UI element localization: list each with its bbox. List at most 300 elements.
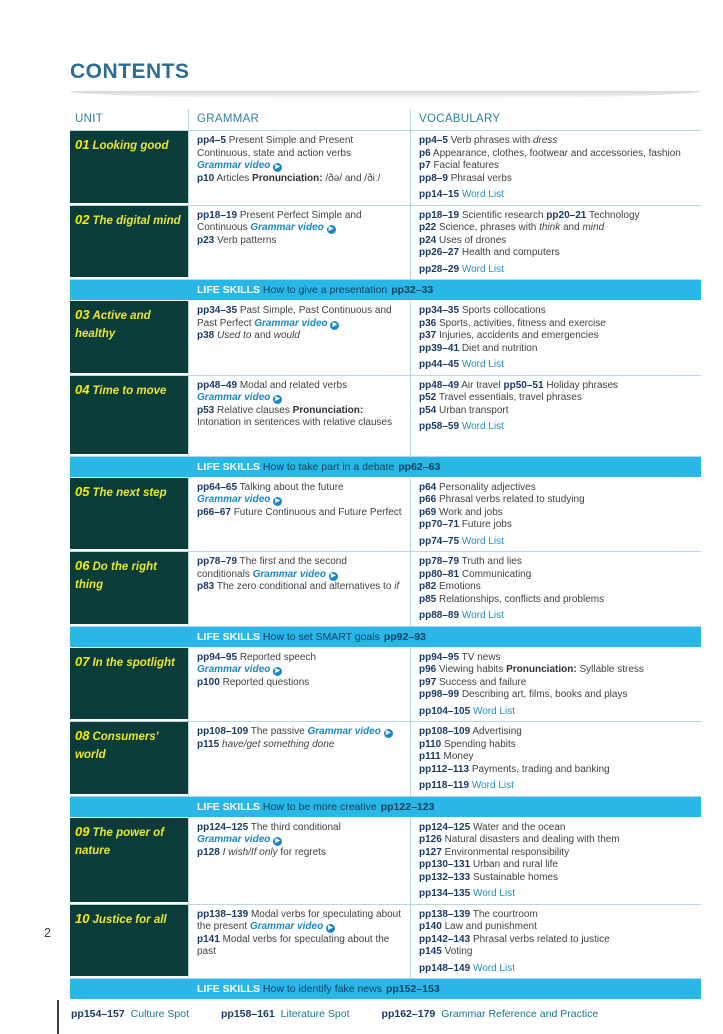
grammar-video-label: Grammar video bbox=[197, 160, 271, 171]
entry-text: I wish/If only bbox=[222, 846, 278, 858]
page-ref: pp34–35 bbox=[197, 305, 238, 316]
unit-number: 08 bbox=[75, 728, 90, 743]
footer-page-ref: pp158–161 bbox=[221, 1008, 275, 1020]
unit-title: The next step bbox=[92, 486, 167, 499]
grammar-video-link[interactable] bbox=[197, 392, 282, 403]
page-ref: p145 bbox=[419, 946, 442, 957]
grammar-cell bbox=[188, 376, 410, 456]
page-ref: pp78–79 bbox=[419, 556, 460, 567]
page-ref: p100 bbox=[197, 676, 220, 688]
column-header-vocabulary: VOCABULARY bbox=[410, 109, 701, 130]
entry-text: TV news bbox=[461, 651, 501, 663]
unit-cell bbox=[70, 376, 188, 456]
word-list-link[interactable]: Word List bbox=[461, 263, 504, 275]
word-list-link[interactable]: Word List bbox=[472, 888, 515, 899]
grammar-video-link[interactable] bbox=[197, 160, 282, 171]
unit-row-07 bbox=[70, 648, 701, 723]
entry-text: dress bbox=[532, 135, 558, 146]
page-ref: pp14–15 bbox=[419, 189, 460, 200]
entry-text: Law and punishment bbox=[444, 921, 537, 932]
page-ref: pp118–119 bbox=[419, 780, 470, 791]
unit-row-04 bbox=[70, 376, 701, 457]
entry-text: Appearance, clothes, footwear and accessories, fashion bbox=[432, 147, 681, 159]
entry-text: Past Simple, Past Continuous and Past Perfect bbox=[197, 305, 392, 329]
unit-row-01 bbox=[70, 131, 701, 206]
page-ref: p53 bbox=[197, 404, 215, 416]
unit-number: 09 bbox=[75, 823, 90, 839]
toc-entry bbox=[419, 264, 693, 277]
page-ref: pp4–5 bbox=[419, 135, 448, 146]
unit-title: In the spotlight bbox=[92, 656, 175, 669]
page-ref: p128 bbox=[197, 846, 220, 858]
unit-number: 10 bbox=[75, 910, 90, 926]
entry-text: /ðə/ and /ðiː/ bbox=[325, 172, 381, 184]
entry-text: Travel essentials, travel phrases bbox=[438, 392, 582, 403]
toc-table bbox=[70, 131, 701, 1000]
vocabulary-cell bbox=[410, 552, 701, 626]
vocabulary-cell bbox=[410, 301, 701, 375]
toc-entry bbox=[197, 652, 402, 677]
entry-text: Advertising bbox=[472, 726, 522, 737]
footer-label[interactable]: Grammar Reference and Practice bbox=[441, 1008, 599, 1020]
unit-cell bbox=[70, 206, 188, 280]
entry-text: and bbox=[562, 222, 580, 233]
grammar-video-link[interactable] bbox=[307, 726, 392, 737]
play-icon: ▶ bbox=[327, 225, 336, 234]
footer-page-ref: pp162–179 bbox=[381, 1008, 436, 1020]
page-ref: p115 bbox=[197, 738, 220, 750]
page-ref: p36 bbox=[419, 317, 437, 329]
toc-entry bbox=[197, 677, 402, 690]
entry-text: Payments, trading and banking bbox=[471, 763, 610, 775]
page-ref: pp48–49 bbox=[419, 379, 460, 391]
page-ref: pp4–5 bbox=[197, 135, 226, 146]
toc-entry bbox=[419, 921, 693, 934]
play-icon: ▶ bbox=[329, 572, 338, 581]
page-ref: pp78–79 bbox=[197, 556, 238, 567]
page-ref: pp50–51 bbox=[503, 379, 544, 391]
entry-text: Holiday phrases bbox=[546, 379, 619, 391]
entry-text: Articles bbox=[216, 172, 250, 184]
grammar-video-label: Grammar video bbox=[197, 494, 271, 505]
table-header-row bbox=[70, 109, 701, 131]
play-icon: ▶ bbox=[273, 395, 282, 404]
footer-item bbox=[221, 1008, 350, 1020]
toc-entry bbox=[419, 706, 693, 719]
unit-cell bbox=[70, 905, 188, 979]
footer-page-ref: pp154–157 bbox=[71, 1008, 125, 1020]
toc-entry bbox=[419, 946, 693, 959]
toc-entry bbox=[419, 392, 693, 405]
unit-number: 03 bbox=[75, 307, 90, 322]
entry-text: for regrets bbox=[280, 846, 326, 858]
grammar-video-label: Grammar video bbox=[250, 222, 324, 233]
entry-text: Natural disasters and dealing with them bbox=[444, 834, 620, 845]
grammar-cell bbox=[188, 301, 410, 375]
toc-entry bbox=[419, 652, 693, 665]
entry-text: Injuries, accidents and emergencies bbox=[439, 330, 599, 341]
page-ref: pp112–113 bbox=[419, 763, 470, 775]
grammar-video-link[interactable] bbox=[250, 222, 335, 233]
toc-entry bbox=[419, 507, 693, 520]
toc-entry bbox=[419, 739, 693, 752]
page-ref: p82 bbox=[419, 581, 437, 592]
entry-text: Viewing habits bbox=[439, 664, 504, 675]
entry-text: Reported speech bbox=[239, 651, 316, 663]
page-ref: p69 bbox=[419, 506, 437, 518]
grammar-video-label: Grammar video bbox=[197, 664, 271, 675]
grammar-video-link[interactable] bbox=[197, 664, 282, 675]
entry-text: Phrasal verbs bbox=[450, 172, 512, 184]
page-ref: pp48–49 bbox=[197, 379, 238, 391]
entry-text: Sports collocations bbox=[461, 305, 546, 316]
entry-text: Relationships, conflicts and problems bbox=[439, 593, 605, 605]
toc-entry bbox=[419, 822, 693, 835]
page-ref: pp94–95 bbox=[197, 651, 238, 663]
toc-entry bbox=[197, 934, 402, 959]
page-ref: pp26–27 bbox=[419, 247, 460, 258]
entry-text: The first and the second conditionals bbox=[197, 556, 347, 580]
unit-number: 05 bbox=[75, 483, 90, 499]
page-ref: pp44–45 bbox=[419, 359, 460, 370]
life-skills-bar bbox=[70, 627, 701, 648]
entry-text: Scientific research bbox=[461, 209, 544, 221]
toc-entry bbox=[197, 581, 402, 594]
page-ref: pp58–59 bbox=[419, 421, 460, 432]
life-skills-label: How to take part in a debate bbox=[262, 460, 395, 473]
entry-text: Science, phrases with bbox=[439, 222, 537, 233]
grammar-cell bbox=[188, 552, 410, 626]
contents-page bbox=[70, 60, 701, 1034]
toc-entry bbox=[419, 160, 693, 173]
page-ref: p110 bbox=[419, 738, 442, 750]
title-shadow bbox=[70, 91, 701, 99]
page-ref: pp108–109 bbox=[419, 726, 471, 737]
unit-cell bbox=[70, 552, 188, 626]
page-title: CONTENTS bbox=[70, 60, 190, 83]
page-ref: pp138–139 bbox=[197, 908, 249, 920]
unit-cell bbox=[70, 818, 188, 904]
unit-number: 01 bbox=[75, 137, 90, 152]
toc-entry bbox=[197, 380, 402, 405]
unit-title: Looking good bbox=[92, 140, 169, 152]
entry-text: Urban and rural life bbox=[472, 859, 558, 870]
page-ref: p38 bbox=[197, 330, 215, 341]
life-skills-prefix: LIFE SKILLS bbox=[197, 460, 260, 473]
page-ref: pp39–41 bbox=[419, 342, 460, 354]
page-ref: p24 bbox=[419, 234, 437, 246]
page-ref: pp124–125 bbox=[197, 821, 249, 833]
toc-entry bbox=[197, 305, 402, 330]
word-list-link[interactable]: Word List bbox=[461, 359, 504, 370]
play-icon: ▶ bbox=[273, 497, 282, 506]
word-list-link[interactable]: Word List bbox=[461, 421, 504, 432]
page-ref: p10 bbox=[197, 172, 215, 184]
entry-text: Facial features bbox=[433, 160, 500, 171]
page-ref: p97 bbox=[419, 676, 437, 688]
footer-row bbox=[57, 1000, 701, 1034]
entry-text: Phrasal verbs related to justice bbox=[472, 933, 610, 945]
entry-text: Voting bbox=[444, 946, 473, 957]
toc-entry bbox=[197, 405, 402, 430]
toc-entry bbox=[419, 173, 693, 186]
page-ref: p141 bbox=[197, 933, 220, 945]
grammar-cell bbox=[188, 206, 410, 280]
page-ref: pp134–135 bbox=[419, 888, 471, 899]
life-skills-bar bbox=[70, 280, 701, 301]
grammar-video-link[interactable] bbox=[250, 921, 335, 932]
unit-cell bbox=[70, 648, 188, 722]
page-ref: p111 bbox=[419, 751, 441, 762]
play-icon: ▶ bbox=[273, 837, 282, 846]
toc-entry bbox=[197, 210, 402, 235]
toc-entry bbox=[419, 909, 693, 922]
vocabulary-cell bbox=[410, 648, 701, 722]
page-ref: pp130–131 bbox=[419, 859, 471, 870]
life-skills-pages: pp92–93 bbox=[383, 630, 426, 643]
page-ref: p7 bbox=[419, 160, 431, 171]
toc-entry bbox=[419, 210, 693, 223]
entry-text: Used to bbox=[217, 330, 252, 341]
entry-text: Future Continuous and Future Perfect bbox=[233, 506, 402, 518]
unit-row-08 bbox=[70, 722, 701, 797]
entry-text: Modal verbs for speculating about the past bbox=[197, 933, 390, 957]
toc-entry bbox=[419, 726, 693, 739]
life-skills-bar bbox=[70, 797, 701, 818]
toc-entry bbox=[419, 581, 693, 594]
grammar-video-link[interactable] bbox=[197, 834, 282, 845]
grammar-video-label: Grammar video bbox=[249, 921, 324, 932]
life-skills-prefix: LIFE SKILLS bbox=[197, 630, 260, 643]
vocabulary-cell bbox=[410, 131, 701, 205]
toc-entry bbox=[197, 330, 402, 343]
toc-entry bbox=[197, 909, 402, 934]
word-list-link[interactable]: Word List bbox=[472, 705, 515, 717]
toc-entry bbox=[419, 569, 693, 582]
page-ref: pp34–35 bbox=[419, 305, 460, 316]
entry-text: Intonation in sentences with relative clauses bbox=[197, 417, 393, 428]
toc-entry bbox=[197, 726, 402, 739]
entry-text: Environmental responsibility bbox=[444, 846, 570, 858]
toc-entry bbox=[419, 764, 693, 777]
page-ref: pp94–95 bbox=[419, 651, 460, 663]
page-ref: p64 bbox=[419, 481, 437, 493]
word-list-link[interactable]: Word List bbox=[461, 610, 504, 621]
play-icon: ▶ bbox=[273, 667, 282, 676]
page-ref: pp88–89 bbox=[419, 610, 460, 621]
unit-cell bbox=[70, 478, 188, 552]
entry-text: Modal verbs for speculating about the present bbox=[197, 908, 402, 932]
grammar-video-label: Grammar video bbox=[197, 834, 271, 845]
entry-text: Present Perfect Simple and Continuous bbox=[197, 209, 362, 233]
toc-entry bbox=[419, 780, 693, 793]
toc-entry bbox=[419, 677, 693, 690]
toc-entry bbox=[197, 482, 402, 507]
page-ref: p83 bbox=[197, 581, 215, 592]
unit-cell bbox=[70, 301, 188, 375]
word-list-link[interactable]: Word List bbox=[472, 962, 515, 974]
toc-entry bbox=[197, 235, 402, 248]
entry-text: Uses of drones bbox=[439, 234, 507, 246]
entry-text: Relative clauses bbox=[217, 404, 290, 416]
toc-entry bbox=[419, 872, 693, 885]
grammar-video-link[interactable] bbox=[254, 318, 339, 329]
page-ref: pp70–71 bbox=[419, 519, 460, 530]
toc-entry bbox=[419, 222, 693, 235]
vocabulary-cell bbox=[410, 722, 701, 796]
word-list-link[interactable]: Word List bbox=[461, 189, 504, 200]
toc-entry bbox=[197, 556, 402, 581]
entry-text: Reported questions bbox=[222, 676, 310, 688]
unit-title: Consumers' world bbox=[75, 731, 159, 761]
entry-text: Pronunciation: bbox=[506, 664, 577, 675]
toc-entry bbox=[419, 594, 693, 607]
entry-text: Spending habits bbox=[444, 738, 516, 750]
unit-row-09 bbox=[70, 818, 701, 905]
life-skills-bar bbox=[70, 457, 701, 478]
entry-text: Talking about the future bbox=[239, 481, 344, 493]
play-icon: ▶ bbox=[273, 163, 282, 172]
unit-number: 06 bbox=[75, 558, 90, 573]
vocabulary-cell bbox=[410, 905, 701, 979]
entry-text: Truth and lies bbox=[461, 556, 522, 567]
entry-text: Diet and nutrition bbox=[461, 342, 538, 354]
entry-text: The third conditional bbox=[250, 821, 341, 833]
entry-text: Sports, activities, fitness and exercise bbox=[439, 317, 606, 329]
column-header-unit: UNIT bbox=[75, 113, 104, 125]
unit-number: 07 bbox=[75, 653, 90, 669]
toc-entry bbox=[419, 847, 693, 860]
toc-entry bbox=[197, 739, 402, 752]
entry-text: Air travel bbox=[461, 379, 501, 391]
toc-entry bbox=[419, 305, 693, 318]
page-ref: p96 bbox=[419, 664, 437, 675]
entry-text: and bbox=[254, 330, 271, 341]
page-ref: p54 bbox=[419, 404, 437, 416]
entry-text: Urban transport bbox=[439, 404, 509, 416]
entry-text: The zero conditional and alternatives to bbox=[216, 581, 392, 592]
toc-entry bbox=[419, 519, 693, 532]
page-ref: p66–67 bbox=[197, 506, 231, 518]
page-ref: pp18–19 bbox=[197, 209, 238, 221]
grammar-video-link[interactable] bbox=[253, 569, 338, 580]
life-skills-prefix: LIFE SKILLS bbox=[197, 800, 260, 813]
vocabulary-cell bbox=[410, 478, 701, 552]
vocabulary-cell bbox=[410, 376, 701, 456]
toc-entry bbox=[419, 859, 693, 872]
toc-entry bbox=[419, 148, 693, 161]
vocabulary-cell bbox=[410, 818, 701, 904]
grammar-video-label: Grammar video bbox=[252, 568, 326, 580]
page-ref: p37 bbox=[419, 330, 437, 341]
grammar-cell bbox=[188, 478, 410, 552]
entry-text: have/get something done bbox=[222, 738, 335, 750]
entry-text: Modal and related verbs bbox=[239, 379, 348, 391]
page-ref: pp104–105 bbox=[419, 705, 471, 717]
unit-row-02 bbox=[70, 206, 701, 281]
page-ref: p127 bbox=[419, 846, 442, 858]
unit-title: The power of nature bbox=[75, 826, 165, 857]
entry-text: Money bbox=[443, 751, 474, 762]
entry-text: Describing art, films, books and plays bbox=[461, 689, 628, 700]
life-skills-prefix: LIFE SKILLS bbox=[197, 983, 260, 995]
unit-title: Do the right thing bbox=[75, 561, 157, 591]
entry-text: would bbox=[273, 330, 300, 341]
toc-entry bbox=[419, 318, 693, 331]
grammar-cell bbox=[188, 722, 410, 796]
toc-entry bbox=[419, 482, 693, 495]
grammar-cell bbox=[188, 818, 410, 904]
entry-text: think bbox=[539, 222, 561, 233]
entry-text: The passive bbox=[250, 726, 305, 737]
word-list-link[interactable]: Word List bbox=[461, 535, 504, 547]
life-skills-pages: pp32–33 bbox=[391, 284, 434, 296]
footer-item bbox=[382, 1008, 599, 1020]
entry-text: Future jobs bbox=[461, 519, 512, 530]
unit-cell bbox=[70, 722, 188, 796]
unit-title: Active and healthy bbox=[75, 310, 151, 340]
life-skills-label: How to give a presentation bbox=[262, 284, 388, 296]
toc-entry bbox=[419, 834, 693, 847]
toc-entry bbox=[197, 507, 402, 520]
unit-row-10 bbox=[70, 905, 701, 980]
page-ref: p85 bbox=[419, 593, 437, 605]
toc-entry bbox=[197, 173, 402, 186]
unit-title: Time to move bbox=[92, 384, 167, 397]
word-list-link[interactable]: Word List bbox=[471, 780, 514, 791]
page-ref: p23 bbox=[197, 234, 215, 246]
page-ref: p140 bbox=[419, 921, 442, 932]
toc-entry bbox=[419, 189, 693, 202]
page-ref: pp142–143 bbox=[419, 933, 471, 945]
toc-entry bbox=[419, 536, 693, 549]
toc-entry bbox=[419, 359, 693, 372]
entry-text: Pronunciation: bbox=[292, 404, 364, 416]
toc-entry bbox=[419, 689, 693, 702]
entry-text: Verb patterns bbox=[217, 234, 277, 246]
entry-text: Technology bbox=[588, 209, 640, 221]
page-ref: p6 bbox=[419, 147, 431, 159]
page-ref: pp108–109 bbox=[197, 726, 249, 737]
grammar-video-label: Grammar video bbox=[307, 726, 381, 737]
grammar-cell bbox=[188, 131, 410, 205]
life-skills-pages: pp152–153 bbox=[385, 983, 440, 995]
page-number: 2 bbox=[44, 926, 51, 940]
footer-label[interactable]: Literature Spot bbox=[280, 1008, 350, 1020]
entry-text: Phrasal verbs related to studying bbox=[439, 494, 585, 505]
page-ref: pp28–29 bbox=[419, 263, 460, 275]
page-ref: pp138–139 bbox=[419, 908, 471, 920]
toc-entry bbox=[419, 247, 693, 260]
grammar-video-link[interactable] bbox=[197, 494, 282, 505]
unit-row-06 bbox=[70, 552, 701, 627]
toc-entry bbox=[419, 330, 693, 343]
life-skills-pages: pp62–63 bbox=[398, 460, 441, 473]
column-header-grammar: GRAMMAR bbox=[188, 109, 410, 130]
page-ref: pp74–75 bbox=[419, 535, 460, 547]
toc-entry bbox=[419, 751, 693, 764]
footer-item bbox=[71, 1008, 189, 1020]
page-ref: pp20–21 bbox=[546, 209, 587, 221]
toc-entry bbox=[419, 380, 693, 393]
entry-text: Personality adjectives bbox=[439, 481, 536, 493]
footer-label[interactable]: Culture Spot bbox=[130, 1008, 190, 1020]
grammar-cell bbox=[188, 648, 410, 722]
grammar-cell bbox=[188, 905, 410, 979]
toc-entry bbox=[197, 847, 402, 860]
toc-entry bbox=[419, 963, 693, 976]
page-ref: p22 bbox=[419, 222, 437, 233]
